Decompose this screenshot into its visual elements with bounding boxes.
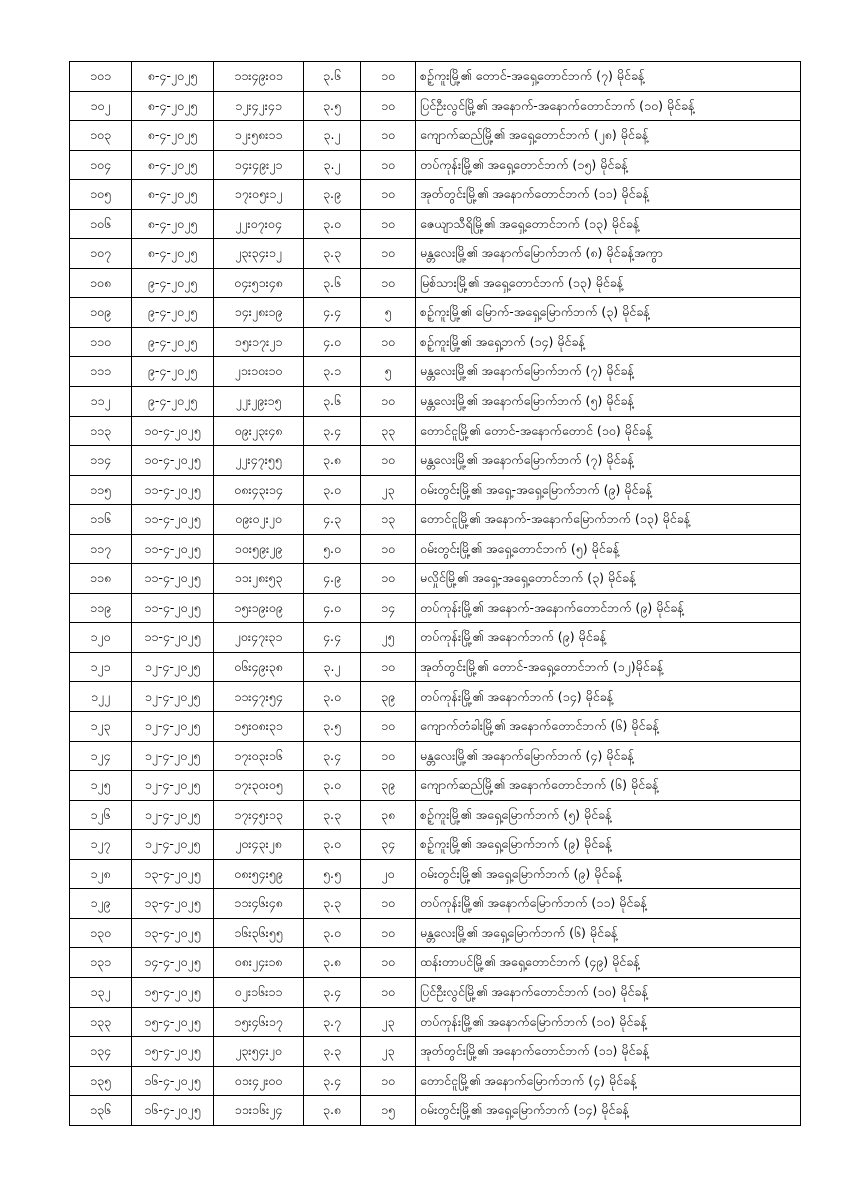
- location-cell: စဉ့်ကူးမြို့၏ အရှေ့မြောက်ဘက် (၅) မိုင်ခန့်: [416, 800, 801, 830]
- row-number-cell: ၁၂၁: [70, 652, 132, 682]
- event-date-cell: ၈-၄-၂၀၂၅: [132, 209, 214, 239]
- row-number-cell: ၁၀၄: [70, 150, 132, 180]
- table-row: [70, 800, 801, 830]
- row-number-cell: ၁၂၀: [70, 623, 132, 653]
- location-cell: ပြင်ဦးလွင်မြို့၏ အနောက်တောင်ဘက် (၁၀) မိုင်ခန့်: [416, 977, 801, 1007]
- magnitude-cell: ၃.၆: [304, 268, 361, 298]
- row-number-cell: ၁၂၃: [70, 712, 132, 742]
- magnitude-cell: ၄.၀: [304, 593, 361, 623]
- magnitude-cell: ၃.၀: [304, 918, 361, 948]
- event-date-cell: ၉-၄-၂၀၂၅: [132, 327, 214, 357]
- event-time-cell: ၁၂း၅၈း၁၁: [214, 121, 304, 151]
- row-number-cell: ၁၃၅: [70, 1066, 132, 1096]
- magnitude-cell: ၃.၄: [304, 1066, 361, 1096]
- event-date-cell: ၁၂-၄-၂၀၂၅: [132, 800, 214, 830]
- location-cell: စဉ့်ကူးမြို့၏ အရှေ့မြောက်ဘက် (၉) မိုင်ခန့်: [416, 830, 801, 860]
- depth-cell: ၁၀: [361, 977, 416, 1007]
- row-number-cell: ၁၂၅: [70, 771, 132, 801]
- event-time-cell: ၁၅း၄၆း၁၇: [214, 1007, 304, 1037]
- event-time-cell: ၁၆း၃၆း၅၅: [214, 918, 304, 948]
- event-time-cell: ၂၂း၂၉း၁၅: [214, 387, 304, 417]
- magnitude-cell: ၄.၄: [304, 298, 361, 328]
- table-row: [70, 712, 801, 742]
- event-date-cell: ၁၁-၄-၂၀၂၅: [132, 475, 214, 505]
- table-row: [70, 387, 801, 417]
- table-row: [70, 446, 801, 476]
- event-time-cell: ၁၇း၀၅း၁၂: [214, 180, 304, 210]
- event-date-cell: ၁၁-၄-၂၀၂၅: [132, 564, 214, 594]
- table-row: [70, 121, 801, 151]
- earthquake-table: [69, 61, 801, 1126]
- row-number-cell: ၁၂၉: [70, 889, 132, 919]
- location-cell: ကျောက်ဆည်မြို့၏ အနောက်တောင်ဘက် (၆) မိုင်ခန့်: [416, 771, 801, 801]
- magnitude-cell: ၃.၉: [304, 180, 361, 210]
- row-number-cell: ၁၂၆: [70, 800, 132, 830]
- location-cell: ကျောက်ဆည်မြို့၏ အရှေ့တောင်ဘက် (၂၈) မိုင်ခန့်: [416, 121, 801, 151]
- event-date-cell: ၁၁-၄-၂၀၂၅: [132, 534, 214, 564]
- depth-cell: ၅: [361, 298, 416, 328]
- magnitude-cell: ၃.၃: [304, 889, 361, 919]
- row-number-cell: ၁၃၄: [70, 1037, 132, 1067]
- table-row: [70, 1037, 801, 1067]
- event-time-cell: ၂၃း၅၄း၂၀: [214, 1037, 304, 1067]
- table-row: [70, 1096, 801, 1126]
- event-time-cell: ၁၁း၂၈း၅၃: [214, 564, 304, 594]
- event-date-cell: ၈-၄-၂၀၂၅: [132, 239, 214, 269]
- depth-cell: ၁၄: [361, 593, 416, 623]
- table-row: [70, 948, 801, 978]
- magnitude-cell: ၃.၇: [304, 1007, 361, 1037]
- event-time-cell: ၀၄း၅၁း၄၈: [214, 268, 304, 298]
- table-row: [70, 505, 801, 535]
- event-time-cell: ၁၄း၂၈း၁၉: [214, 298, 304, 328]
- depth-cell: ၁၀: [361, 1066, 416, 1096]
- row-number-cell: ၁၀၈: [70, 268, 132, 298]
- depth-cell: ၁၀: [361, 918, 416, 948]
- event-time-cell: ၂၀း၄၃း၂၈: [214, 830, 304, 860]
- event-time-cell: ၂၂း၀၇း၀၄: [214, 209, 304, 239]
- magnitude-cell: ၃.၂: [304, 150, 361, 180]
- row-number-cell: ၁၀၇: [70, 239, 132, 269]
- table-row: [70, 150, 801, 180]
- event-time-cell: ၀၈း၅၄း၅၉: [214, 859, 304, 889]
- row-number-cell: ၁၂၄: [70, 741, 132, 771]
- magnitude-cell: ၅.၅: [304, 859, 361, 889]
- depth-cell: ၁၀: [361, 889, 416, 919]
- location-cell: ဝမ်းတွင်းမြို့၏ အရှေ့မြောက်ဘက် (၁၄) မိုင်ခန့်: [416, 1096, 801, 1126]
- depth-cell: ၁၀: [361, 387, 416, 417]
- event-date-cell: ၁၆-၄-၂၀၂၅: [132, 1096, 214, 1126]
- magnitude-cell: ၃.၄: [304, 416, 361, 446]
- location-cell: စဉ့်ကူးမြို့၏ အရှေ့ဘက် (၁၄) မိုင်ခန့်: [416, 327, 801, 357]
- magnitude-cell: ၃.၆: [304, 387, 361, 417]
- location-cell: တောင်ငူမြို့၏ အနောက်-အနောက်မြောက်ဘက် (၁၃) မိုင်ခန့်: [416, 505, 801, 535]
- location-cell: မန္တလေးမြို့၏ အနောက်မြောက်ဘက် (၅) မိုင်ခန့်: [416, 387, 801, 417]
- row-number-cell: ၁၁၆: [70, 505, 132, 535]
- table-row: [70, 623, 801, 653]
- depth-cell: ၁၀: [361, 121, 416, 151]
- row-number-cell: ၁၃၁: [70, 948, 132, 978]
- depth-cell: ၁၀: [361, 712, 416, 742]
- event-time-cell: ၀၂း၁၆း၁၁: [214, 977, 304, 1007]
- magnitude-cell: ၃.၀: [304, 475, 361, 505]
- magnitude-cell: ၃.၃: [304, 1037, 361, 1067]
- event-date-cell: ၁၅-၄-၂၀၂၅: [132, 1037, 214, 1067]
- row-number-cell: ၁၀၁: [70, 62, 132, 92]
- magnitude-cell: ၄.၃: [304, 505, 361, 535]
- location-cell: တပ်ကုန်းမြို့၏ အရှေ့တောင်ဘက် (၁၅) မိုင်ခန့်: [416, 150, 801, 180]
- event-date-cell: ၁၅-၄-၂၀၂၅: [132, 977, 214, 1007]
- depth-cell: ၃၈: [361, 800, 416, 830]
- depth-cell: ၁၀: [361, 948, 416, 978]
- table-row: [70, 475, 801, 505]
- event-time-cell: ၁၅း၁၉း၀၉: [214, 593, 304, 623]
- event-time-cell: ၁၅း၁၇း၂၁: [214, 327, 304, 357]
- event-date-cell: ၁၅-၄-၂၀၂၅: [132, 1007, 214, 1037]
- event-date-cell: ၁၀-၄-၂၀၂၅: [132, 416, 214, 446]
- row-number-cell: ၁၃၀: [70, 918, 132, 948]
- magnitude-cell: ၃.၈: [304, 948, 361, 978]
- depth-cell: ၂၀: [361, 859, 416, 889]
- location-cell: ထန်းတာပင်မြို့၏ အရှေ့တောင်ဘက် (၄၉) မိုင်ခန့်: [416, 948, 801, 978]
- event-date-cell: ၁၃-၄-၂၀၂၅: [132, 918, 214, 948]
- location-cell: စဉ့်ကူးမြို့၏ မြောက်-အရှေ့မြောက်ဘက် (၃) မိုင်ခန့်: [416, 298, 801, 328]
- table-row: [70, 889, 801, 919]
- magnitude-cell: ၃.၅: [304, 91, 361, 121]
- event-date-cell: ၉-၄-၂၀၂၅: [132, 387, 214, 417]
- location-cell: ဇေယျာသီရိမြို့၏ အရှေ့တောင်ဘက် (၁၃) မိုင်ခန့်: [416, 209, 801, 239]
- depth-cell: ၁၃: [361, 505, 416, 535]
- magnitude-cell: ၃.၄: [304, 977, 361, 1007]
- table-row: [70, 918, 801, 948]
- location-cell: တပ်ကုန်းမြို့၏ အနောက်မြောက်ဘက် (၁၀) မိုင်ခန့်: [416, 1007, 801, 1037]
- event-date-cell: ၁၃-၄-၂၀၂၅: [132, 889, 214, 919]
- event-time-cell: ၁၇း၄၅း၁၃: [214, 800, 304, 830]
- row-number-cell: ၁၁၂: [70, 387, 132, 417]
- location-cell: မန္တလေးမြို့၏ အနောက်မြောက်ဘက် (၈) မိုင်ခန့်အကွာ: [416, 239, 801, 269]
- event-time-cell: ၁၁း၄၇း၅၄: [214, 682, 304, 712]
- magnitude-cell: ၃.၅: [304, 712, 361, 742]
- depth-cell: ၁၀: [361, 91, 416, 121]
- table-row: [70, 652, 801, 682]
- location-cell: မန္တလေးမြို့၏ အနောက်မြောက်ဘက် (၇) မိုင်ခန့်: [416, 446, 801, 476]
- event-time-cell: ၀၆း၄၉း၃၈: [214, 652, 304, 682]
- row-number-cell: ၁၃၆: [70, 1096, 132, 1126]
- table-row: [70, 62, 801, 92]
- event-date-cell: ၈-၄-၂၀၂၅: [132, 62, 214, 92]
- event-date-cell: ၁၀-၄-၂၀၂၅: [132, 446, 214, 476]
- table-row: [70, 771, 801, 801]
- location-cell: ပြင်ဦးလွင်မြို့၏ အနောက်-အနောက်တောင်ဘက် (၁၀) မိုင်ခန့်: [416, 91, 801, 121]
- location-cell: ဝမ်းတွင်းမြို့၏ အရှေ့မြောက်ဘက် (၉) မိုင်ခန့်: [416, 859, 801, 889]
- event-time-cell: ၀၉း၂၃း၄၈: [214, 416, 304, 446]
- location-cell: အုတ်တွင်းမြို့၏ အနောက်တောင်ဘက် (၁၁) မိုင်ခန့်: [416, 1037, 801, 1067]
- table-row: [70, 564, 801, 594]
- row-number-cell: ၁၂၂: [70, 682, 132, 712]
- event-time-cell: ၁၇း၀၃း၁၆: [214, 741, 304, 771]
- table-row: [70, 180, 801, 210]
- event-time-cell: ၁၅း၀၈း၃၁: [214, 712, 304, 742]
- depth-cell: ၃၃: [361, 416, 416, 446]
- event-time-cell: ၀၉း၀၂း၂၀: [214, 505, 304, 535]
- event-date-cell: ၁၂-၄-၂၀၂၅: [132, 741, 214, 771]
- row-number-cell: ၁၁၈: [70, 564, 132, 594]
- table-row: [70, 534, 801, 564]
- magnitude-cell: ၃.၃: [304, 239, 361, 269]
- event-date-cell: ၁၄-၄-၂၀၂၅: [132, 948, 214, 978]
- event-date-cell: ၁၂-၄-၂၀၂၅: [132, 682, 214, 712]
- event-time-cell: ၂၀း၄၇း၃၁: [214, 623, 304, 653]
- table-row: [70, 239, 801, 269]
- depth-cell: ၂၃: [361, 1007, 416, 1037]
- event-date-cell: ၉-၄-၂၀၂၅: [132, 268, 214, 298]
- event-date-cell: ၈-၄-၂၀၂၅: [132, 150, 214, 180]
- row-number-cell: ၁၁၅: [70, 475, 132, 505]
- event-date-cell: ၈-၄-၂၀၂၅: [132, 180, 214, 210]
- row-number-cell: ၁၀၆: [70, 209, 132, 239]
- row-number-cell: ၁၃၂: [70, 977, 132, 1007]
- row-number-cell: ၁၂၈: [70, 859, 132, 889]
- location-cell: တပ်ကုန်းမြို့၏ အနောက်ဘက် (၉) မိုင်ခန့်: [416, 623, 801, 653]
- location-cell: အုတ်တွင်းမြို့၏ အနောက်တောင်ဘက် (၁၁) မိုင်ခန့်: [416, 180, 801, 210]
- depth-cell: ၁၀: [361, 446, 416, 476]
- depth-cell: ၁၀: [361, 209, 416, 239]
- event-time-cell: ၀၈း၄၃း၁၄: [214, 475, 304, 505]
- magnitude-cell: ၃.၈: [304, 1096, 361, 1126]
- depth-cell: ၃၉: [361, 771, 416, 801]
- event-date-cell: ၁၂-၄-၂၀၂၅: [132, 712, 214, 742]
- table-row: [70, 977, 801, 1007]
- event-date-cell: ၉-၄-၂၀၂၅: [132, 298, 214, 328]
- location-cell: ဝမ်းတွင်းမြို့၏ အရှေ့-အရှေ့မြောက်ဘက် (၉) မိုင်ခန့်: [416, 475, 801, 505]
- table-row: [70, 830, 801, 860]
- event-date-cell: ၈-၄-၂၀၂၅: [132, 91, 214, 121]
- event-date-cell: ၁၁-၄-၂၀၂၅: [132, 623, 214, 653]
- magnitude-cell: ၄.၉: [304, 564, 361, 594]
- magnitude-cell: ၃.၂: [304, 121, 361, 151]
- event-date-cell: ၉-၄-၂၀၂၅: [132, 357, 214, 387]
- row-number-cell: ၁၁၄: [70, 446, 132, 476]
- depth-cell: ၂၃: [361, 1037, 416, 1067]
- depth-cell: ၃၉: [361, 682, 416, 712]
- location-cell: မန္တလေးမြို့၏ အရှေ့မြောက်ဘက် (၆) မိုင်ခန့်: [416, 918, 801, 948]
- table-row: [70, 416, 801, 446]
- event-time-cell: ၁၂း၄၂း၄၁: [214, 91, 304, 121]
- event-time-cell: ၁၁း၄၉း၀၁: [214, 62, 304, 92]
- magnitude-cell: ၃.၀: [304, 682, 361, 712]
- event-date-cell: ၁၂-၄-၂၀၂၅: [132, 652, 214, 682]
- table-row: [70, 327, 801, 357]
- table-row: [70, 1066, 801, 1096]
- event-date-cell: ၁၁-၄-၂၀၂၅: [132, 593, 214, 623]
- location-cell: မန္တလေးမြို့၏ အနောက်မြောက်ဘက် (၇) မိုင်ခန့်: [416, 357, 801, 387]
- depth-cell: ၁၀: [361, 327, 416, 357]
- magnitude-cell: ၃.၂: [304, 652, 361, 682]
- location-cell: ကျောက်တံခါးမြို့၏ အနောက်တောင်ဘက် (၆) မိုင်ခန့်: [416, 712, 801, 742]
- table-row: [70, 741, 801, 771]
- location-cell: တပ်ကုန်းမြို့၏ အနောက်ဘက် (၁၄) မိုင်ခန့်: [416, 682, 801, 712]
- magnitude-cell: ၃.၀: [304, 771, 361, 801]
- event-time-cell: ၀၁း၄၂း၀၀: [214, 1066, 304, 1096]
- table-row: [70, 268, 801, 298]
- depth-cell: ၁၀: [361, 268, 416, 298]
- location-cell: မြစ်သားမြို့၏ အရှေ့တောင်ဘက် (၁၃) မိုင်ခန့်: [416, 268, 801, 298]
- magnitude-cell: ၃.၃: [304, 800, 361, 830]
- depth-cell: ၁၀: [361, 150, 416, 180]
- magnitude-cell: ၃.၄: [304, 741, 361, 771]
- location-cell: ဝမ်းတွင်းမြို့၏ အရှေ့တောင်ဘက် (၅) မိုင်ခန့်: [416, 534, 801, 564]
- event-time-cell: ၂၁း၁၀း၁၀: [214, 357, 304, 387]
- depth-cell: ၁၀: [361, 180, 416, 210]
- magnitude-cell: ၄.၀: [304, 327, 361, 357]
- event-date-cell: ၈-၄-၂၀၂၅: [132, 121, 214, 151]
- depth-cell: ၁၀: [361, 741, 416, 771]
- event-time-cell: ၁၇း၃၀း၀၅: [214, 771, 304, 801]
- location-cell: အုတ်တွင်းမြို့၏ တောင်-အရှေ့တောင်ဘက် (၁၂)မိုင်ခန့်: [416, 652, 801, 682]
- row-number-cell: ၁၁၉: [70, 593, 132, 623]
- magnitude-cell: ၃.၀: [304, 209, 361, 239]
- depth-cell: ၁၅: [361, 1096, 416, 1126]
- table-row: [70, 1007, 801, 1037]
- location-cell: တောင်ငူမြို့၏ အနောက်မြောက်ဘက် (၄) မိုင်ခန့်: [416, 1066, 801, 1096]
- row-number-cell: ၁၁၀: [70, 327, 132, 357]
- depth-cell: ၁၀: [361, 652, 416, 682]
- row-number-cell: ၁၁၇: [70, 534, 132, 564]
- depth-cell: ၃၄: [361, 830, 416, 860]
- event-time-cell: ၂၂း၄၇း၅၅: [214, 446, 304, 476]
- table-row: [70, 593, 801, 623]
- row-number-cell: ၁၀၉: [70, 298, 132, 328]
- event-date-cell: ၁၁-၄-၂၀၂၅: [132, 505, 214, 535]
- location-cell: တပ်ကုန်းမြို့၏ အနောက်-အနောက်တောင်ဘက် (၉) မိုင်ခန့်: [416, 593, 801, 623]
- magnitude-cell: ၃.၀: [304, 830, 361, 860]
- magnitude-cell: ၃.၈: [304, 446, 361, 476]
- table-row: [70, 859, 801, 889]
- row-number-cell: ၁၃၃: [70, 1007, 132, 1037]
- table-body: [70, 62, 801, 1126]
- event-date-cell: ၁၆-၄-၂၀၂၅: [132, 1066, 214, 1096]
- table-row: [70, 682, 801, 712]
- location-cell: တပ်ကုန်းမြို့၏ အနောက်မြောက်ဘက် (၁၁) မိုင်ခန့်: [416, 889, 801, 919]
- depth-cell: ၁၀: [361, 239, 416, 269]
- depth-cell: ၂၅: [361, 623, 416, 653]
- location-cell: စဉ့်ကူးမြို့၏ တောင်-အရှေ့တောင်ဘက် (၇) မိုင်ခန့်: [416, 62, 801, 92]
- table-row: [70, 298, 801, 328]
- event-date-cell: ၁၂-၄-၂၀၂၅: [132, 830, 214, 860]
- location-cell: မလှိုင်မြို့၏ အရှေ့-အရှေ့တောင်ဘက် (၃) မိုင်ခန့်: [416, 564, 801, 594]
- event-time-cell: ၁၁း၄၆း၄၈: [214, 889, 304, 919]
- magnitude-cell: ၃.၁: [304, 357, 361, 387]
- row-number-cell: ၁၀၃: [70, 121, 132, 151]
- event-date-cell: ၁၂-၄-၂၀၂၅: [132, 771, 214, 801]
- row-number-cell: ၁၀၂: [70, 91, 132, 121]
- location-cell: တောင်ငူမြို့၏ တောင်-အနောက်တောင် (၁၀) မိုင်ခန့်: [416, 416, 801, 446]
- table-row: [70, 91, 801, 121]
- depth-cell: ၂၃: [361, 475, 416, 505]
- event-time-cell: ၁၀း၅၉း၂၉: [214, 534, 304, 564]
- table-row: [70, 209, 801, 239]
- event-time-cell: ၀၈း၂၄း၁၈: [214, 948, 304, 978]
- magnitude-cell: ၃.၆: [304, 62, 361, 92]
- magnitude-cell: ၄.၄: [304, 623, 361, 653]
- magnitude-cell: ၅.၀: [304, 534, 361, 564]
- event-time-cell: ၁၄း၄၉း၂၁: [214, 150, 304, 180]
- location-cell: မန္တလေးမြို့၏ အနောက်မြောက်ဘက် (၄) မိုင်ခန့်: [416, 741, 801, 771]
- row-number-cell: ၁၁၃: [70, 416, 132, 446]
- row-number-cell: ၁၂၇: [70, 830, 132, 860]
- table-row: [70, 357, 801, 387]
- event-time-cell: ၂၃း၃၄း၁၂: [214, 239, 304, 269]
- row-number-cell: ၁၁၁: [70, 357, 132, 387]
- event-time-cell: ၁၁း၁၆း၂၄: [214, 1096, 304, 1126]
- depth-cell: ၁၀: [361, 534, 416, 564]
- row-number-cell: ၁၀၅: [70, 180, 132, 210]
- depth-cell: ၅: [361, 357, 416, 387]
- depth-cell: ၁၀: [361, 564, 416, 594]
- event-date-cell: ၁၃-၄-၂၀၂၅: [132, 859, 214, 889]
- depth-cell: ၁၀: [361, 62, 416, 92]
